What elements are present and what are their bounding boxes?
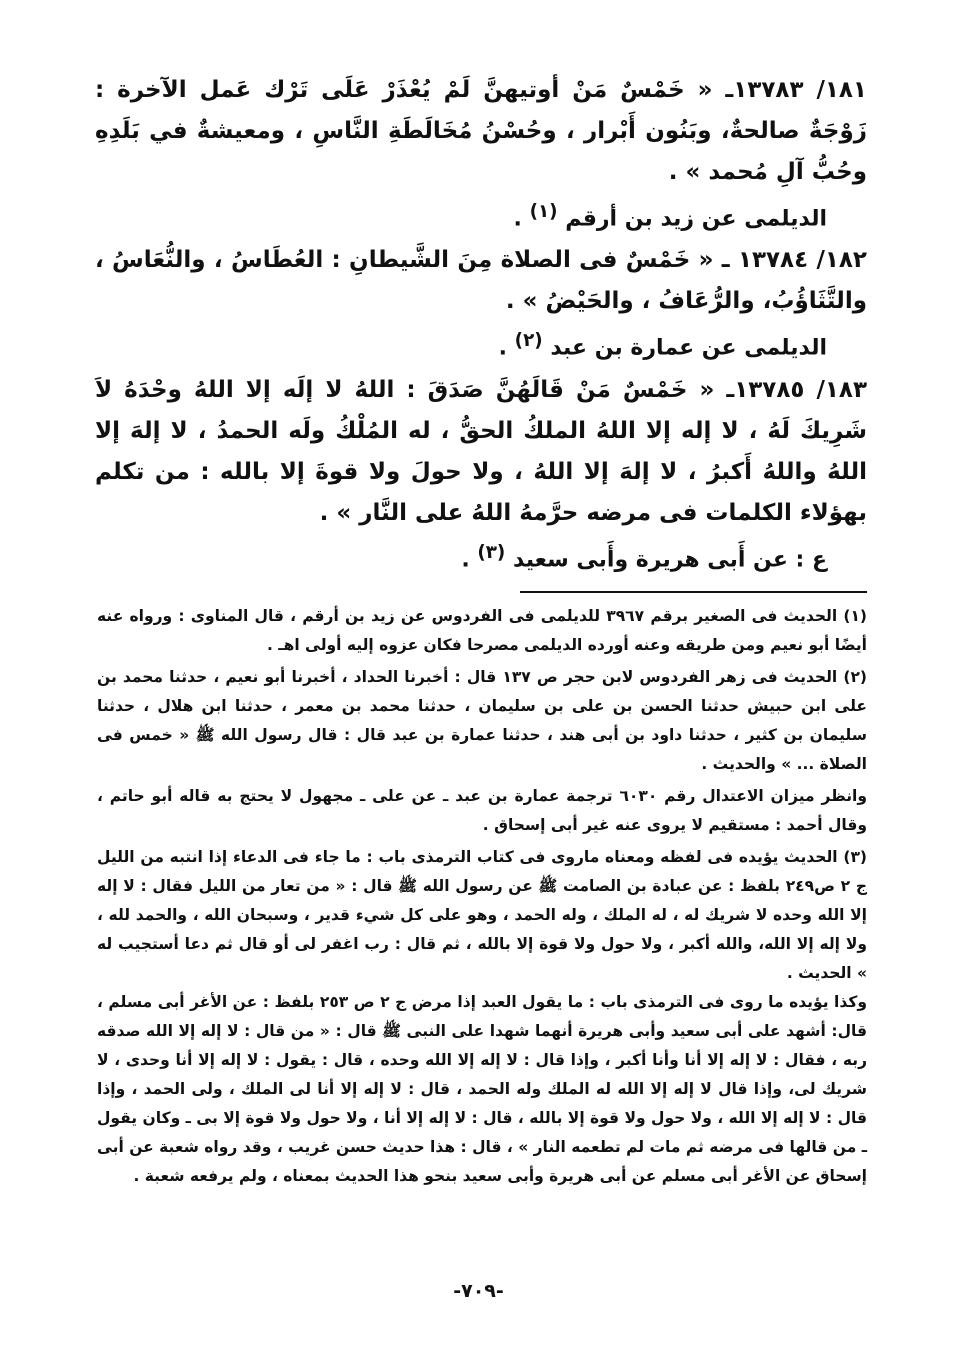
hadith-text: « خَمْسٌ فى الصلاة مِنَ الشَّيطانِ : العُطَاسُ ، والنُّعَاسُ ، والتَّثَاؤُبُ، والرُّعَافُ ، والحَيْضُ » . [95,247,867,315]
footnote-2: (٢) الحديث فى زهر الفردوس لابن حجر ص ١٣٧ قال : أخبرنا الحداد ، أخبرنا أبو نعيم ، حدثنا محمد بن على ابن حبيش حدثنا الحسن بن على بن سليمان ، حدثنا محمد بن معمر ، حدثنا ابن هلال ، حدثنا سليمان بن كثير ، حدثنا داود بن أبى هند ، حدثنا عمارة بن عبد قال : قال رسول الله ﷺ « خمس فى الصلاة ... » والحديث . [97,668,867,773]
hadith-text: « خَمْسٌ مَنْ أوتيهنَّ لَمْ يُعْذَرْ عَلَى تَرْك عَمل الآخرة : زَوْجَةٌ صالحةٌ، وبَنُون أَبْرار ، وحُسْنُ مُخَالَطَةِ النَّاسِ ، ومعيشةٌ في بَلَدِهِ وحُبُّ آلِ مُحمد » . [95,77,867,185]
footnotes [97,602,867,1191]
hadith-source: ع : عن أَبى هريرة وأَبى سعيد $^{(٣)}$ . [461,541,827,572]
hadith-text: « خَمْسٌ مَنْ قَالَهُنَّ صَدَقَ : اللهُ لا إلَه إلا اللهُ وحْدَهُ لاَ شَرِيكَ لَهُ ، لا إله إلا اللهُ الملكُ الحقُّ ، له المُلْكُ ولَه الحمدُ ، لا إلهَ إلا اللهُ واللهُ أَكبرُ ، لا إلهَ إلا اللهُ ، ولا حولَ ولا قوةَ إلا بالله : من تكلم بهؤلاء الكلمات فى مرضه حرَّمهُ اللهُ على النَّار » . [95,376,867,526]
hadith-source: الديلمى عن عمارة بن عبد $^{(٢)}$ . [498,330,827,361]
hadith-number: ١٨٣/ ١٣٧٨٥ـ [726,376,867,403]
source-text: ع : عن أَبى هريرة وأَبى سعيد [512,546,827,572]
footnote-divider [520,591,867,593]
hadith-number: ١٨١/ ١٣٧٨٣ـ [725,77,867,103]
hadith-entry-183 [95,370,867,534]
main-text [95,70,867,581]
footnote-ref[interactable]: (١) [529,201,558,222]
source-text: الديلمى عن زيد بن أرقم [565,206,827,232]
hadith-number: ١٨٢/ ١٣٧٨٤ ـ [721,247,867,274]
footnote-1: (١) الحديث فى الصغير برقم ٣٩٦٧ للديلمى فى الفردوس عن زيد بن أرقم ، قال المناوى : ورواه عنه أيضًا أبو نعيم ومن طريقه وعنه أورده الديلمى مصرحا فكان عزوه إليه أولى اهـ . [97,607,867,654]
source-text: الديلمى عن عمارة بن عبد [550,335,827,361]
footnote-ref[interactable]: (٣) [477,541,506,563]
hadith-source: الديلمى عن زيد بن أرقم $^{(١)}$ . [513,201,827,232]
hadith-entry-181 [95,70,867,193]
page-number: -٧٠٩- [453,1280,504,1302]
footnote-2-continued: وانظر ميزان الاعتدال رقم ٦٠٣٠ ترجمة عمارة بن عبد ـ عن على ـ مجهول لا يحتج به قاله أبو حاتم ، وقال أحمد : مستقيم لا يروى عنه غير أبى إسحاق . [97,787,867,834]
hadith-entry-182 [95,240,867,322]
footnote-3: (٣) الحديث يؤيده فى لفظه ومعناه ماروى فى كتاب الترمذى باب : ما جاء فى الدعاء إذا انتبه من الليل ج ٢ ص٢٤٩ بلفظ : عن عبادة بن الصامت ﷺ عن رسول الله ﷺ قال : « من تعار من الليل فقال : لا إله إلا الله وحده لا شريك له ، له الملك ، وله الحمد ، وهو على كل شيء قدير ، وسبحان الله ، والحمد لله ، ولا إله إلا الله، والله أكبر ، ولا حول ولا قوة إلا بالله ، ثم قال : رب اغفر لى أو قال ثم دعا أستجيب له » الحديث . [97,848,868,982]
footnote-ref[interactable]: (٢) [514,330,543,352]
footnote-3-continued: وكذا يؤيده ما روى فى الترمذى باب : ما يقول العبد إذا مرض ج ٢ ص ٢٥٣ بلفظ : عن الأغر أبى مسلم ، قال: أشهد على أبى سعيد وأبى هريرة أنهما شهدا على النبى ﷺ قال : « من قال : لا إله إلا الله صدقه ربه ، فقال : لا إله إلا أنا وأنا أكبر ، وإذا قال : لا إله إلا الله وحده ، قال : يقول : لا إله إلا أنا وحدى ، لا شريك لى، وإذا قال لا إله إلا الله له الملك وله الحمد ، قال : لا إله إلا أنا لى الملك ، ولى الحمد ، وإذا قال : لا إله إلا الله ، ولا حول ولا قوة إلا بالله ، قال : لا إله إلا أنا ، ولا حول ولا قوة إلا بى ـ وكان يقول ـ من قالها فى مرضه ثم مات لم تطعمه النار » ، قال : هذا حديث حسن غريب ، وقد رواه شعبة عن أبى إسحاق عن الأغر أبى مسلم عن أبى هريرة وأبى سعيد بنحو هذا الحديث بمعناه ، ولم يرفعه شعبة . [96,993,867,1185]
